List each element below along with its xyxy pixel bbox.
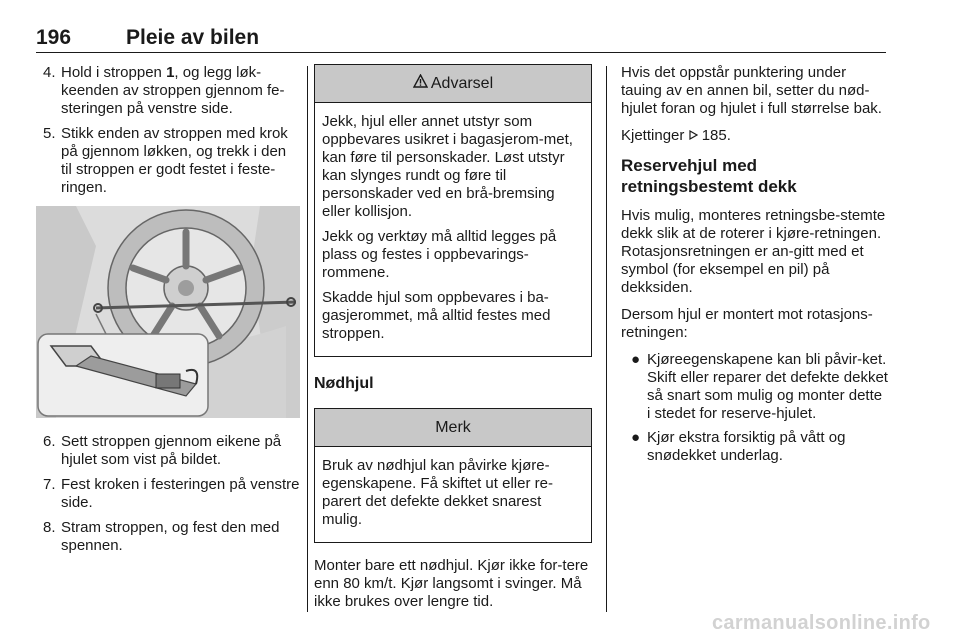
page-ref-arrow-icon [689, 127, 702, 144]
list-item [625, 351, 889, 423]
section-title-directional-tyre: Reservehjul med retningsbestemt dekk [621, 156, 797, 196]
step-number: 8. [43, 519, 56, 536]
warning-paragraph: Jekk, hjul eller annet utstyr som oppbevares usikret i bagasjerom-met, kan føre til personskader. Løst utstyr kan slynges rundt og føre til personskader ved en brå-bremsing eller kollisjon. [322, 113, 573, 220]
list-item [625, 429, 889, 465]
emergency-wheel-paragraph: Monter bare ett nødhjul. Kjør ikke for-tere enn 80 km/t. Kjør langsomt i svinger. Må ikke brukes over lengre tid. [314, 557, 589, 610]
note-body [315, 447, 591, 542]
column-1 [36, 64, 300, 562]
step-text: Sett stroppen gjennom eikene på hjulet som vist på bildet. [61, 433, 282, 468]
directional-tyre-paragraph: Hvis mulig, monteres retningsbe-stemte dekk slik at de roterer i kjøre-retningen. Rotasjonsretningen er an-gitt med et symbol (for eksempel en pil) på dekksiden. [621, 207, 886, 296]
bullet-text: Kjøreegenskapene kan bli påvir-ket. Skift eller reparer det defekte dekket så snart som mulig og monter dette i stedet for reserve-hjulet. [647, 351, 888, 422]
column-3 [621, 64, 889, 471]
chains-reference: Kjettinger 185. [621, 127, 731, 144]
step-number: 7. [43, 476, 56, 493]
page-title: Pleie av bilen [126, 26, 260, 49]
bullet-dot: ● [631, 429, 641, 446]
note-text: Bruk av nødhjul kan påvirke kjøre-egenskapene. Få skiftet ut eller re-parert det defekte dekket snarest mulig. [322, 457, 553, 528]
bullet-list [625, 351, 889, 465]
step-number: 4. [43, 64, 56, 81]
step-7 [36, 476, 300, 512]
column-divider [307, 66, 308, 612]
chains-page-link[interactable]: 185. [701, 127, 731, 144]
step-text: Stikk enden av stroppen med krok på gjennom løkken, og trekk i den til stroppen er godt festet i feste-ringen. [61, 125, 288, 196]
watermark: carmanualsonline.info [712, 612, 931, 634]
warning-paragraph: Jekk og verktøy må alltid legges på plass og festes i oppbevarings-rommene. [322, 228, 557, 281]
note-header [315, 409, 591, 447]
column-divider [606, 66, 607, 612]
step-5 [36, 125, 300, 197]
step-text: Hold i stroppen 1, og legg løk-keenden av stroppen gjennom fe-steringen på venstre side. [61, 64, 285, 117]
warning-header [315, 65, 591, 103]
step-number: 6. [43, 433, 56, 450]
bullet-dot: ● [631, 351, 641, 368]
step-text: Fest kroken i festeringen på venstre side. [61, 476, 300, 511]
step-6 [36, 433, 300, 469]
section-title-emergency-wheel: Nødhjul [314, 375, 374, 392]
warning-paragraph: Skadde hjul som oppbevares i ba-gasjerommet, må alltid festes med stroppen. [322, 289, 551, 342]
column-2 [314, 64, 592, 620]
note-box [314, 408, 592, 543]
step-4 [36, 64, 300, 118]
spare-wheel-illustration [36, 206, 300, 418]
warning-triangle-icon [413, 74, 428, 93]
bullet-text: Kjør ekstra forsiktig på vått og snødekket underlag. [647, 429, 846, 464]
step-number: 5. [43, 125, 56, 142]
page-number: 196 [36, 26, 72, 49]
rotation-paragraph: Dersom hjul er montert mot rotasjons-retningen: [621, 306, 873, 341]
warning-title: Advarsel [430, 74, 494, 92]
spare-wheel-strap-illustration [36, 206, 300, 418]
warning-body [315, 103, 591, 356]
note-title: Merk [435, 418, 471, 436]
towing-paragraph: Hvis det oppstår punktering under tauing av en annen bil, setter du nød-hjulet foran og hjulet i full størrelse bak. [621, 64, 882, 117]
warning-box [314, 64, 592, 357]
page-header [36, 26, 886, 53]
step-text: Stram stroppen, og fest den med spennen. [61, 519, 280, 554]
step-8 [36, 519, 300, 555]
